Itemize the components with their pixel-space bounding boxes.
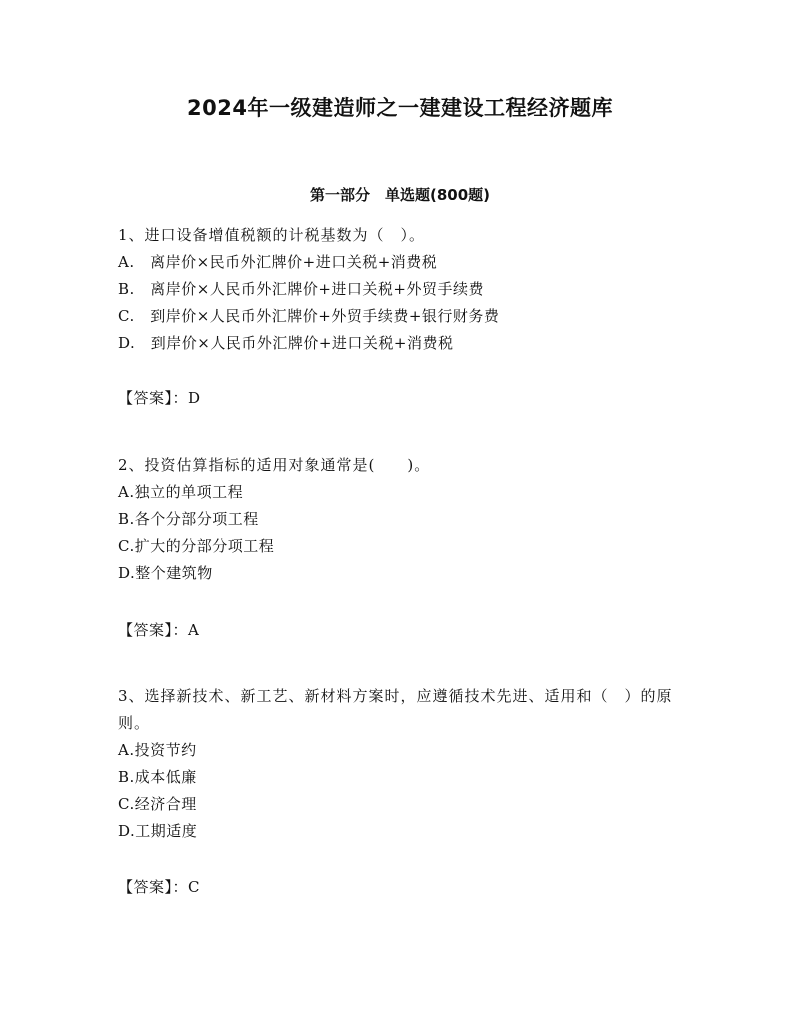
option-b: B.各个分部分项工程 <box>118 510 259 528</box>
option-c: C.经济合理 <box>118 795 197 813</box>
option-c: C.扩大的分部分项工程 <box>118 537 275 555</box>
question-1 <box>118 222 698 357</box>
answer-3: 【答案】：C <box>118 878 200 896</box>
option-a: A.投资节约 <box>118 741 197 759</box>
question-stem: 1、进口设备增值税额的计税基数为（ ）。 <box>118 226 426 244</box>
option-b: B.成本低廉 <box>118 768 197 786</box>
question-stem: 3、选择新技术、新工艺、新材料方案时，应遵循技术先进、适用和（ ）的原则。 <box>118 687 673 732</box>
option-a: A. 离岸价×民币外汇牌价+进口关税+消费税 <box>118 253 438 271</box>
option-d: D.整个建筑物 <box>118 564 213 582</box>
question-3 <box>118 683 698 845</box>
option-d: D.工期适度 <box>118 822 198 840</box>
page-title: 2024年一级建造师之一建建设工程经济题库 <box>187 96 613 120</box>
question-2 <box>118 452 698 587</box>
option-c: C. 到岸价×人民币外汇牌价+外贸手续费+银行财务费 <box>118 307 500 325</box>
section-title: 第一部分 单选题(800题) <box>309 186 491 204</box>
option-d: D. 到岸价×人民币外汇牌价+进口关税+消费税 <box>118 334 454 352</box>
option-b: B. 离岸价×人民币外汇牌价+进口关税+外贸手续费 <box>118 280 484 298</box>
question-stem: 2、投资估算指标的适用对象通常是( )。 <box>118 456 431 474</box>
answer-1: 【答案】：D <box>118 389 201 407</box>
answer-2: 【答案】：A <box>118 621 200 639</box>
option-a: A.独立的单项工程 <box>118 483 244 501</box>
